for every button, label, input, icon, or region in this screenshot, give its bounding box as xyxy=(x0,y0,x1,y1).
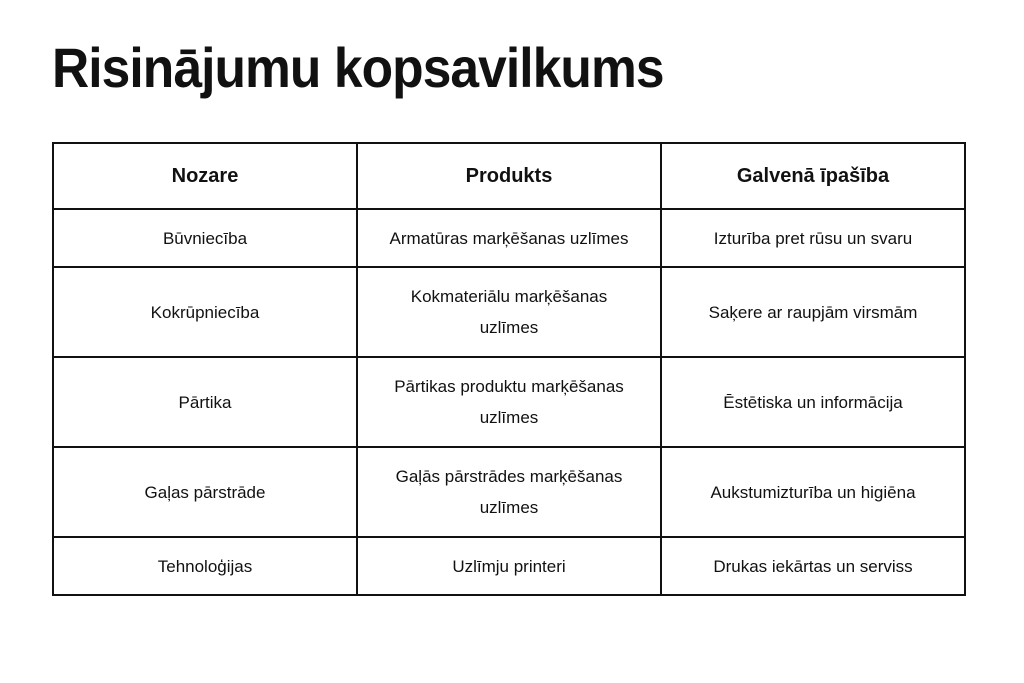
table-header-row xyxy=(53,143,965,209)
cell-main-feature: Drukas iekārtas un serviss xyxy=(661,537,965,595)
cell-main-feature: Saķere ar raupjām virsmām xyxy=(661,267,965,357)
cell-industry: Tehnoloģijas xyxy=(53,537,357,595)
table-row xyxy=(53,267,965,357)
cell-industry: Kokrūpniecība xyxy=(53,267,357,357)
cell-product: Pārtikas produktu marķēšanas uzlīmes xyxy=(357,357,661,447)
cell-main-feature: Aukstumizturība un higiēna xyxy=(661,447,965,537)
column-header-main-feature: Galvenā īpašība xyxy=(661,143,965,209)
cell-product: Gaļās pārstrādes marķēšanas uzlīmes xyxy=(357,447,661,537)
cell-main-feature: Ēstētiska un informācija xyxy=(661,357,965,447)
page-title: Risinājumu kopsavilkums xyxy=(52,36,664,99)
table-row xyxy=(53,357,965,447)
cell-industry: Būvniecība xyxy=(53,209,357,267)
cell-product: Kokmateriālu marķēšanas uzlīmes xyxy=(357,267,661,357)
column-header-industry: Nozare xyxy=(53,143,357,209)
table-row xyxy=(53,209,965,267)
table-row xyxy=(53,537,965,595)
column-header-product: Produkts xyxy=(357,143,661,209)
cell-main-feature: Izturība pret rūsu un svaru xyxy=(661,209,965,267)
cell-industry: Pārtika xyxy=(53,357,357,447)
solutions-summary-table xyxy=(52,142,966,596)
cell-product: Armatūras marķēšanas uzlīmes xyxy=(357,209,661,267)
cell-product: Uzlīmju printeri xyxy=(357,537,661,595)
table-row xyxy=(53,447,965,537)
cell-industry: Gaļas pārstrāde xyxy=(53,447,357,537)
